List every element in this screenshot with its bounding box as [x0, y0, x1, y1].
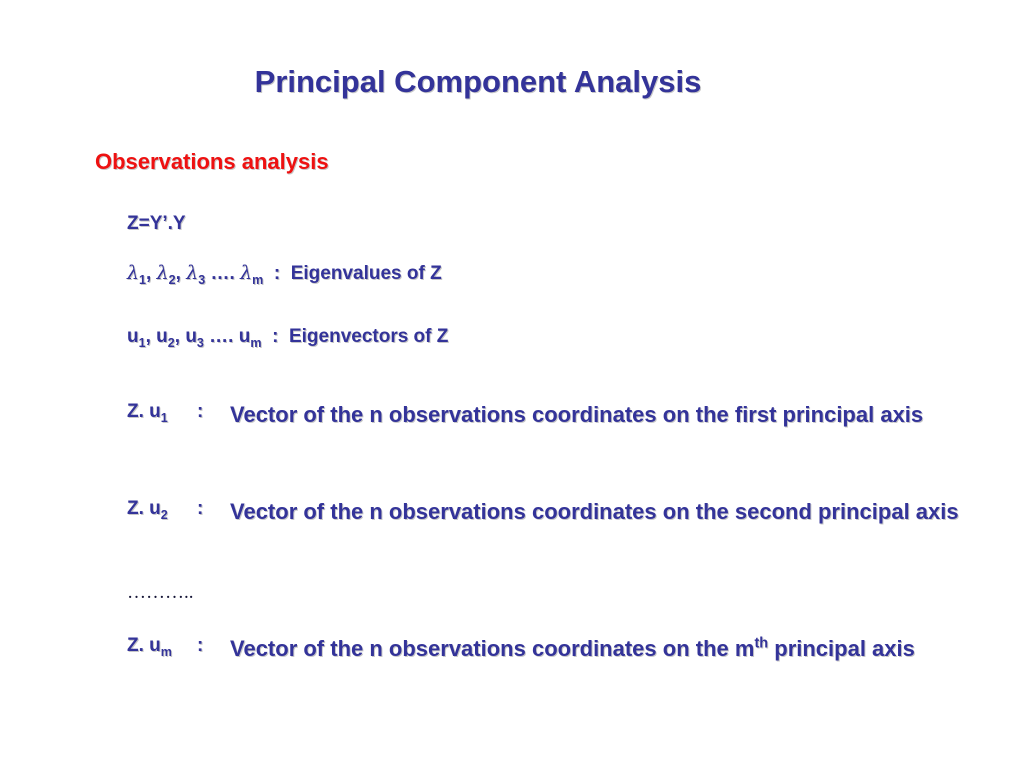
subscript: 1: [160, 410, 168, 425]
ellipsis-dots: ….: [203, 326, 239, 347]
definition-colon: :: [197, 401, 204, 422]
separator: ,: [145, 326, 157, 347]
definition-description: [230, 633, 990, 664]
separator: ,: [174, 326, 186, 347]
eigenvectors-line: [127, 326, 448, 348]
superscript: th: [754, 635, 769, 652]
subscript: 2: [160, 507, 168, 522]
lambda-symbol: λ: [127, 262, 140, 284]
z-definition: Z=Y’.Y: [127, 213, 186, 234]
definition-description: Vector of the n observations coordinates on the second principal axis: [230, 499, 959, 524]
term-prefix: Z. u: [127, 498, 161, 519]
lambda-symbol: λ: [186, 262, 199, 284]
lambda-symbol: λ: [240, 262, 253, 284]
subscript: 3: [198, 272, 206, 287]
definition-term: [127, 498, 168, 520]
eigenvectors-label: : Eigenvectors of Z: [261, 326, 449, 347]
u-symbol: u: [185, 326, 197, 347]
separator: ,: [146, 263, 157, 284]
separator: ,: [175, 263, 187, 284]
subscript: 1: [138, 335, 146, 350]
definition-description: Vector of the n observations coordinates on the first principal axis: [230, 402, 924, 427]
subscript: 3: [196, 335, 204, 350]
ellipsis-dots: ….: [205, 263, 241, 284]
term-prefix: Z. u: [127, 635, 161, 656]
eigenvalues-line: [127, 262, 442, 285]
subscript: 2: [167, 335, 175, 350]
u-symbol: u: [156, 326, 168, 347]
ellipsis-continuation: ………..: [127, 582, 194, 603]
definition-term: [127, 635, 172, 657]
subscript: 1: [139, 272, 147, 287]
subscript: m: [250, 335, 262, 350]
definition-term: [127, 401, 168, 423]
section-heading: Observations analysis: [95, 149, 329, 174]
slide-title: Principal Component Analysis: [254, 64, 702, 99]
definition-colon: :: [197, 635, 204, 656]
subscript: m: [252, 272, 264, 287]
subscript: 2: [168, 272, 176, 287]
definition-colon: :: [197, 498, 204, 519]
term-prefix: Z. u: [127, 401, 161, 422]
u-symbol: u: [238, 326, 251, 347]
lambda-symbol: λ: [156, 262, 169, 284]
subscript: m: [160, 644, 172, 659]
u-symbol: u: [127, 326, 139, 347]
description-text: Vector of the n observations coordinates on the m: [230, 636, 755, 661]
eigenvalues-label: : Eigenvalues of Z: [263, 263, 442, 284]
description-text: principal axis: [768, 636, 915, 661]
